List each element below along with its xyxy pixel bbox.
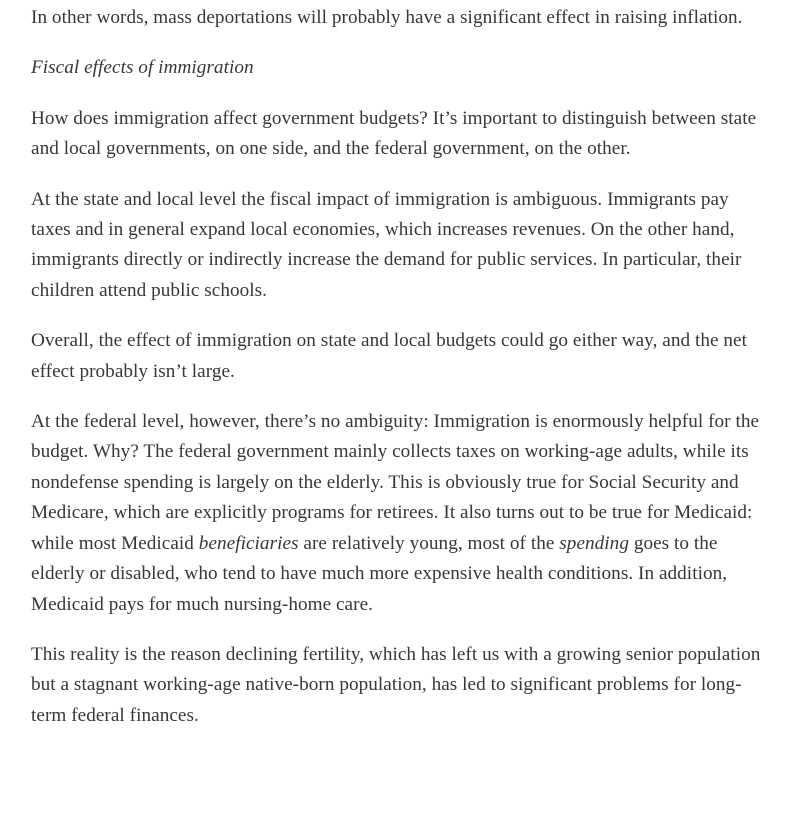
federal-text-part1: At the federal level, however, there’s no ambiguity: Immigration is enormously helpful for the budget. Why? The federal government mainly collects taxes on working-age adults, while its nondefense spending is largely on the elderly. This is obviously true for Social Security and Medicare, which are explicitly programs for retirees. It also turns out to be true for Medicaid: while most Medicaid [31,411,760,554]
paragraph-federal-level [31,407,761,620]
paragraph-state-local-impact: At the state and local level the fiscal impact of immigration is ambiguous. Immigrants pay taxes and in general expand local economies, which increases revenues. On the other hand, immigrants directly or indirectly increase the demand for public services. In particular, their children attend public schools. [31,188,742,301]
paragraph-inflation-conclusion: In other words, mass deportations will probably have a significant effect in raising inflation. [31,7,743,28]
article-body [31,3,761,751]
emphasis-beneficiaries: beneficiaries [198,532,299,554]
federal-text-part2: are relatively young, most of the [298,532,560,554]
paragraph-fertility-reality: This reality is the reason declining fertility, which has left us with a growing senior population but a stagnant working-age native-born population, has led to significant problems for long-term federal finances. [31,643,761,726]
paragraph-budget-question: How does immigration affect government budgets? It’s important to distinguish between state and local governments, on one side, and the federal government, on the other. [31,107,757,160]
emphasis-spending: spending [559,532,629,554]
federal-text-part3: goes to the elderly or disabled, who tend to have much more expensive health conditions. In addition, Medicaid pays for much nursing-home care. [31,532,728,615]
paragraph-overall-effect: Overall, the effect of immigration on state and local budgets could go either way, and the net effect probably isn’t large. [31,330,748,382]
section-subheading: Fiscal effects of immigration [31,57,254,79]
